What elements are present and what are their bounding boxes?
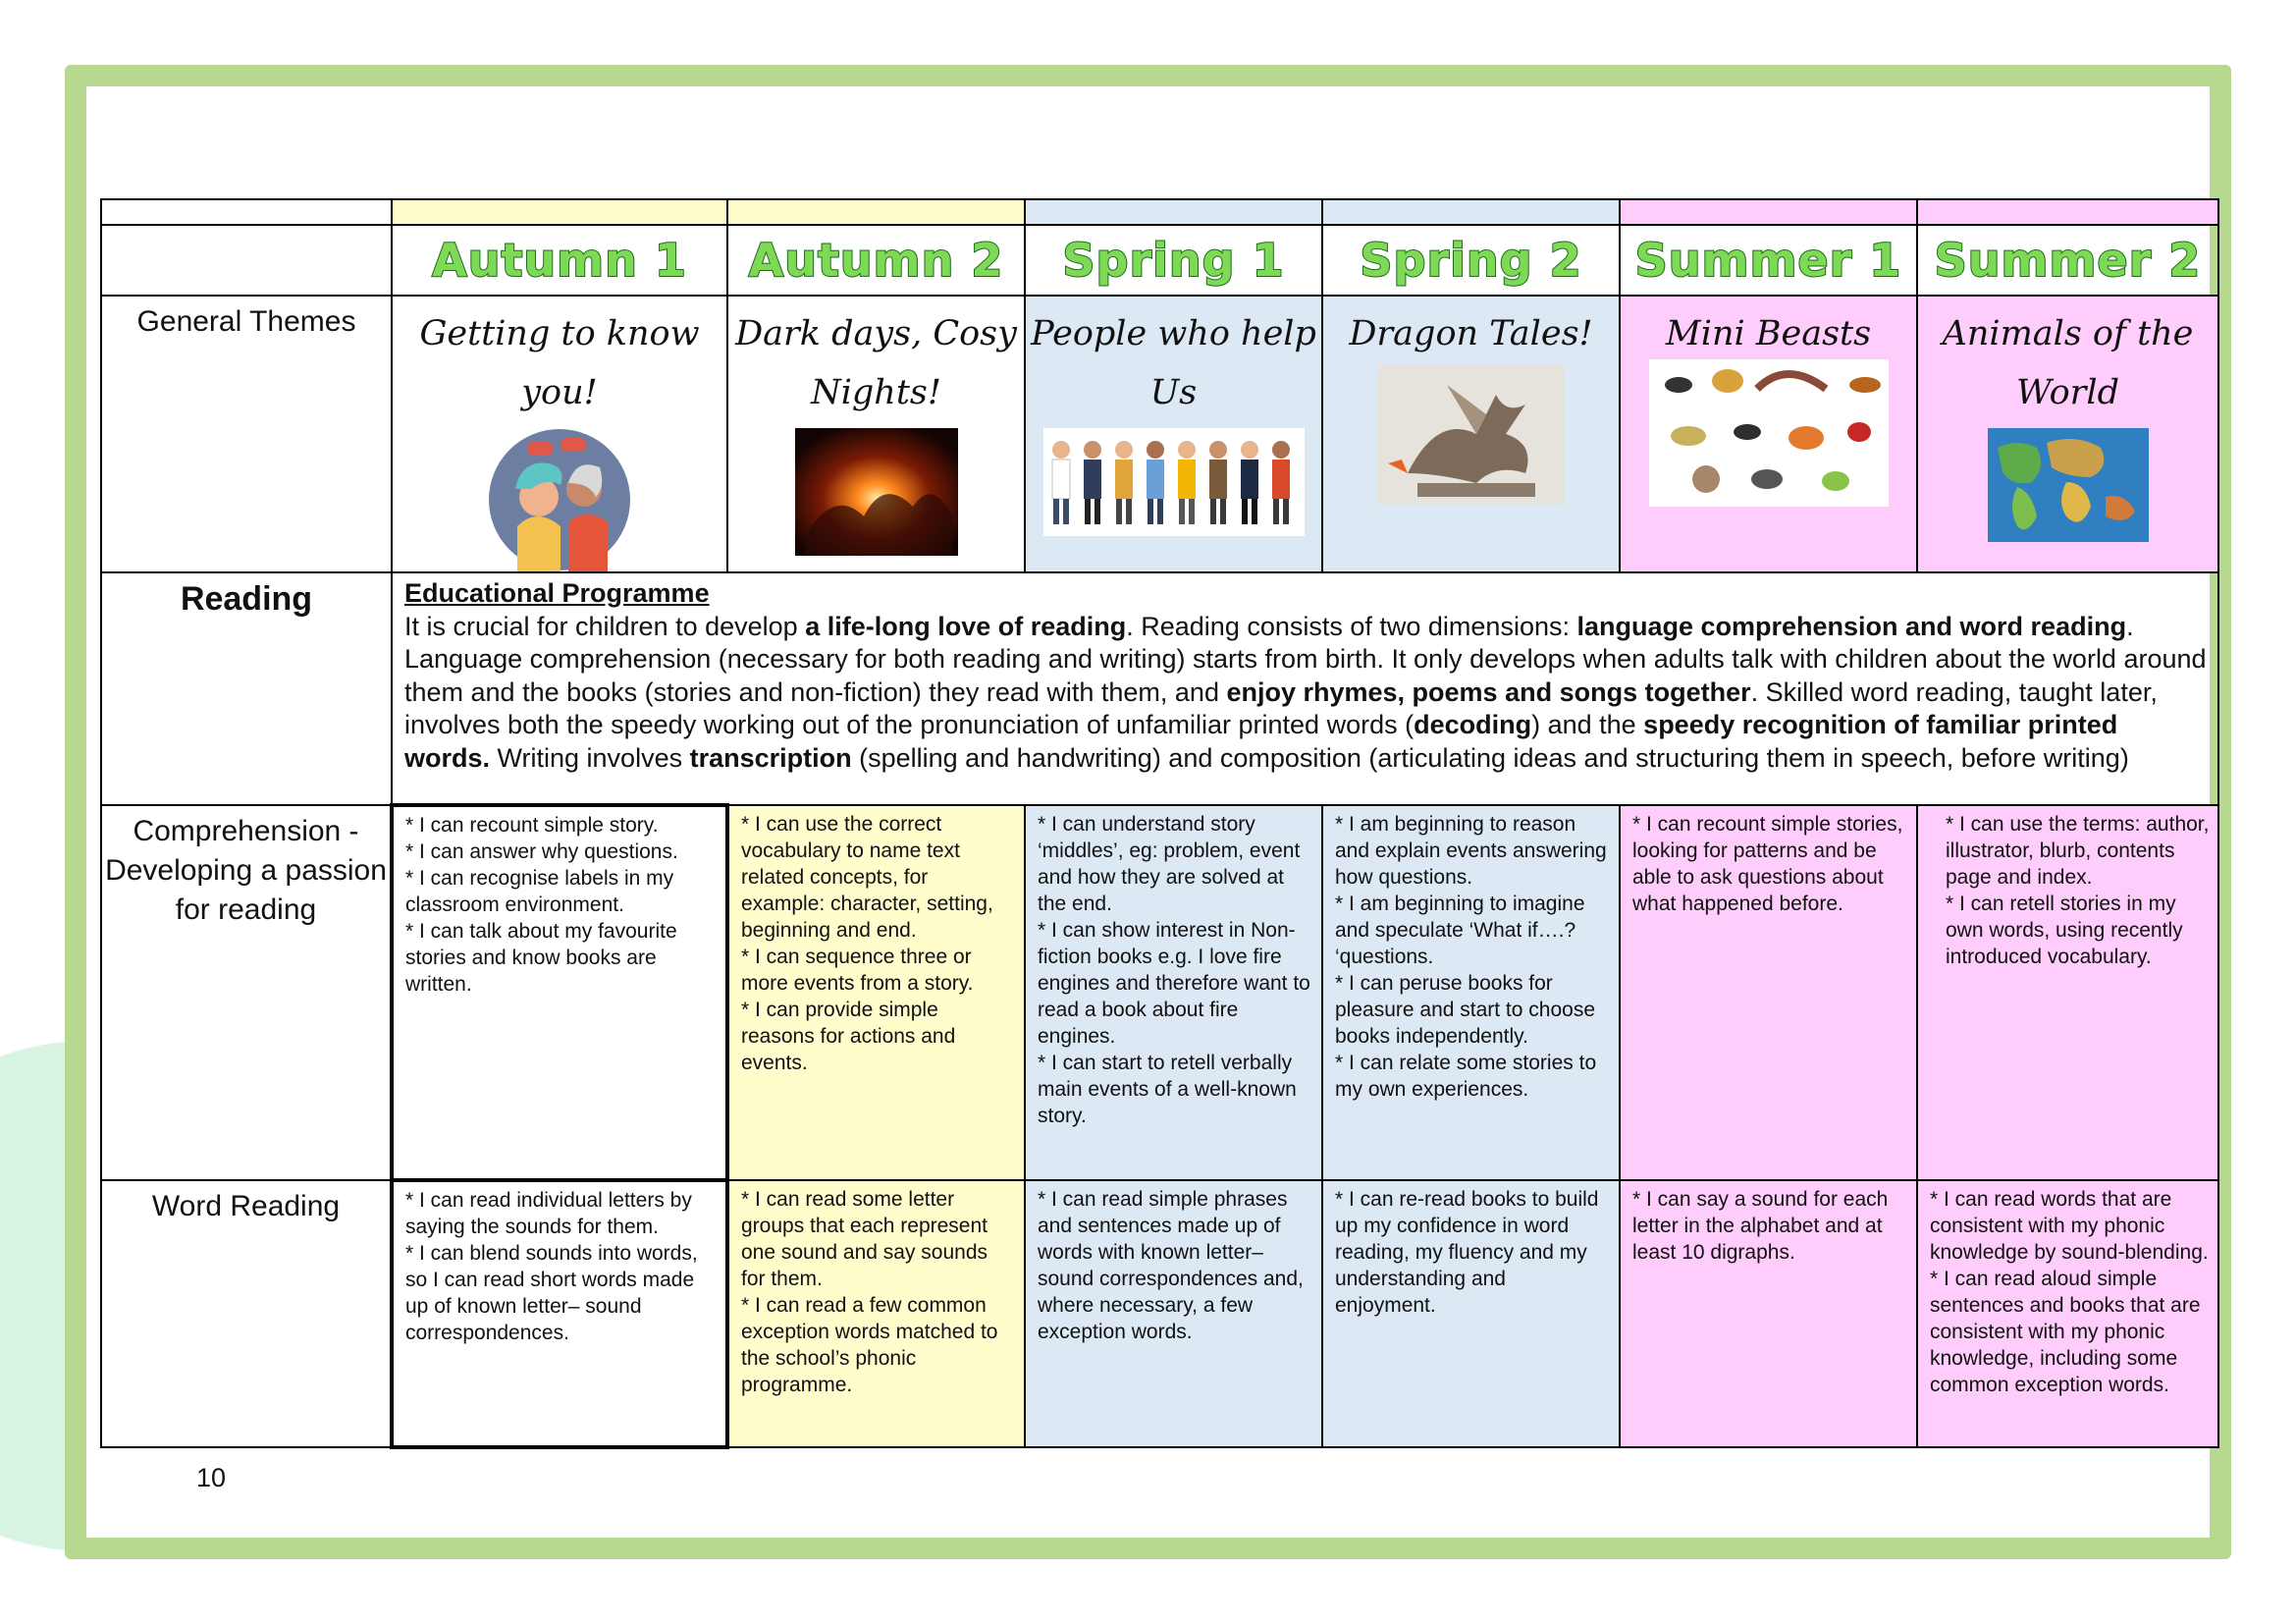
bullet-item: * I can use the terms: author, illustrator, blurb, contents page and index.	[1946, 813, 2210, 889]
bullet-item: * I can read some letter groups that each represent one sound and say sounds for them.	[741, 1188, 988, 1290]
bullet-item: * I can recount simple stories, looking for patterns and be able to ask questions about what happened before.	[1632, 813, 1903, 915]
comprehension-summer-2	[1917, 805, 2218, 1180]
word-reading-summer-2	[1917, 1180, 2218, 1447]
bullet-item: * I can show interest in Non-fiction books e.g. I love fire engines and therefore want to read a book about fire engines.	[1038, 919, 1310, 1048]
body-text: . Language comprehension (necessary for both reading and writing) starts from birth. It only develops when adults talk with children about the world around them and the books (stories and non-fiction) they read with them, and	[404, 611, 2207, 707]
comprehension-spring-1	[1025, 805, 1322, 1180]
dragon-image	[1378, 365, 1565, 505]
theme-spring-2	[1322, 296, 1620, 572]
word-reading-spring-1	[1025, 1180, 1322, 1447]
term-summer-2: Summer 2	[1917, 225, 2218, 296]
community-helpers-image	[1043, 428, 1305, 536]
term-header-row	[101, 225, 2218, 296]
emphasis-text: decoding	[1414, 710, 1532, 739]
word-reading-row	[101, 1180, 2218, 1447]
reading-row	[101, 572, 2218, 805]
emphasis-text: transcription	[689, 742, 852, 773]
bullet-item: * I can talk about my favourite stories and know books are written.	[405, 920, 677, 996]
emphasis-text: speedy recognition of familiar printed words.	[404, 710, 2118, 773]
bullet-item: * I can provide simple reasons for actions and events.	[741, 999, 956, 1074]
body-text: . Reading consists of two dimensions:	[1126, 611, 1577, 641]
bullet-item: * I can sequence three or more events from a story.	[741, 946, 974, 995]
theme-summer-2	[1917, 296, 2218, 572]
theme-summer-1	[1620, 296, 1917, 572]
top-strip-row	[101, 199, 2218, 225]
top-strip-summer1	[1620, 199, 1917, 225]
educational-programme-title: Educational Programme	[404, 578, 710, 608]
top-strip-autumn1	[392, 199, 727, 225]
theme-spring-1	[1025, 296, 1322, 572]
bullet-item: * I can relate some stories to my own experiences.	[1335, 1052, 1597, 1101]
theme-title: Dark days, Cosy Nights!	[735, 314, 1017, 412]
theme-title: Animals of the World	[1942, 314, 2194, 412]
word-reading-label: Word Reading	[101, 1180, 392, 1447]
emphasis-text: enjoy rhymes, poems and songs together	[1226, 677, 1751, 707]
bullet-item: * I can peruse books for pleasure and start to choose books independently.	[1335, 972, 1596, 1048]
curriculum-table	[100, 198, 2219, 1449]
term-autumn-2: Autumn 2	[727, 225, 1025, 296]
word-reading-summer-1	[1620, 1180, 1917, 1447]
comprehension-row	[101, 805, 2218, 1180]
educational-programme-body	[404, 612, 2207, 773]
bullet-item: * I can say a sound for each letter in the alphabet and at least 10 digraphs.	[1632, 1188, 1889, 1264]
comprehension-autumn-2	[727, 805, 1025, 1180]
minibeasts-image	[1649, 359, 1889, 507]
body-text: . Skilled word reading, taught later, involves both the speedy working out of the pronunciation of unfamiliar printed words (	[404, 677, 2158, 739]
theme-title: Getting to know you!	[419, 314, 700, 412]
bullet-item: * I can blend sounds into words, so I can read short words made up of known letter– sound correspondences.	[405, 1242, 698, 1344]
bullet-item: * I can read words that are consistent with my phonic knowledge by sound-blending.	[1930, 1188, 2209, 1264]
term-spring-2: Spring 2	[1322, 225, 1620, 296]
bullet-item: * I can understand story ‘middles’, eg: problem, event and how they are solved at the end.	[1038, 813, 1301, 915]
term-summer-1: Summer 1	[1620, 225, 1917, 296]
emphasis-text: language comprehension and word reading	[1576, 611, 2127, 641]
bullet-item: * I can answer why questions.	[405, 840, 678, 863]
page-number: 10	[196, 1463, 227, 1492]
theme-title: Mini Beasts	[1665, 314, 1872, 353]
comprehension-autumn-1	[392, 805, 727, 1180]
comprehension-label: Comprehension - Developing a passion for reading	[101, 805, 392, 1180]
bullet-item: * I can read a few common exception words matched to the school’s phonic programme.	[741, 1294, 998, 1396]
body-text: It is crucial for children to develop	[404, 611, 806, 641]
bullet-item: * I can retell stories in my own words, using recently introduced vocabulary.	[1946, 893, 2183, 968]
fire-night-image	[795, 428, 958, 556]
comprehension-spring-2	[1322, 805, 1620, 1180]
word-reading-autumn-1	[392, 1180, 727, 1447]
bullet-item: * I can read simple phrases and sentences made up of words with known letter– sound correspondences and, where necessary, a few exception words.	[1038, 1188, 1304, 1343]
term-header-blank	[101, 225, 392, 296]
educational-programme	[392, 572, 2218, 805]
reading-label: Reading	[101, 572, 392, 805]
term-autumn-1: Autumn 1	[392, 225, 727, 296]
body-text: Writing involves	[490, 742, 690, 773]
bullet-item: * I am beginning to reason and explain events answering how questions.	[1335, 813, 1607, 889]
animal-world-map-image	[1988, 428, 2149, 542]
theme-title: People who help Us	[1031, 314, 1316, 412]
bullet-item: * I can recount simple story.	[405, 814, 659, 837]
theme-title: Dragon Tales!	[1349, 314, 1593, 353]
theme-autumn-1	[392, 296, 727, 572]
top-strip-autumn2	[727, 199, 1025, 225]
body-text: (spelling and handwriting) and composition (articulating ideas and structuring them in speech, before writing)	[851, 742, 2129, 773]
word-reading-spring-2	[1322, 1180, 1620, 1447]
bullet-item: * I am beginning to imagine and speculate ‘What if….? ‘questions.	[1335, 893, 1585, 968]
emphasis-text: a life-long love of reading	[805, 611, 1127, 641]
bullet-item: * I can use the correct vocabulary to name text related concepts, for example: character, setting, beginning and end.	[741, 813, 993, 942]
top-strip-summer2	[1917, 199, 2218, 225]
theme-autumn-2	[727, 296, 1025, 572]
body-text: ) and the	[1531, 710, 1644, 739]
bullet-item: * I can read individual letters by saying the sounds for them.	[405, 1189, 692, 1238]
top-strip-spring1	[1025, 199, 1322, 225]
top-strip-blank	[101, 199, 392, 225]
general-themes-row	[101, 296, 2218, 572]
word-reading-autumn-2	[727, 1180, 1025, 1447]
general-themes-label: General Themes	[101, 296, 392, 572]
bullet-item: * I can start to retell verbally main events of a well-known story.	[1038, 1052, 1297, 1127]
bullet-item: * I can re-read books to build up my confidence in word reading, my fluency and my understanding and enjoyment.	[1335, 1188, 1599, 1317]
people-talking-image	[488, 428, 631, 571]
comprehension-summer-1	[1620, 805, 1917, 1180]
top-strip-spring2	[1322, 199, 1620, 225]
bullet-item: * I can recognise labels in my classroom environment.	[405, 867, 674, 916]
bullet-item: * I can read aloud simple sentences and books that are consistent with my phonic knowledge, including some common exception words.	[1930, 1268, 2201, 1396]
term-spring-1: Spring 1	[1025, 225, 1322, 296]
